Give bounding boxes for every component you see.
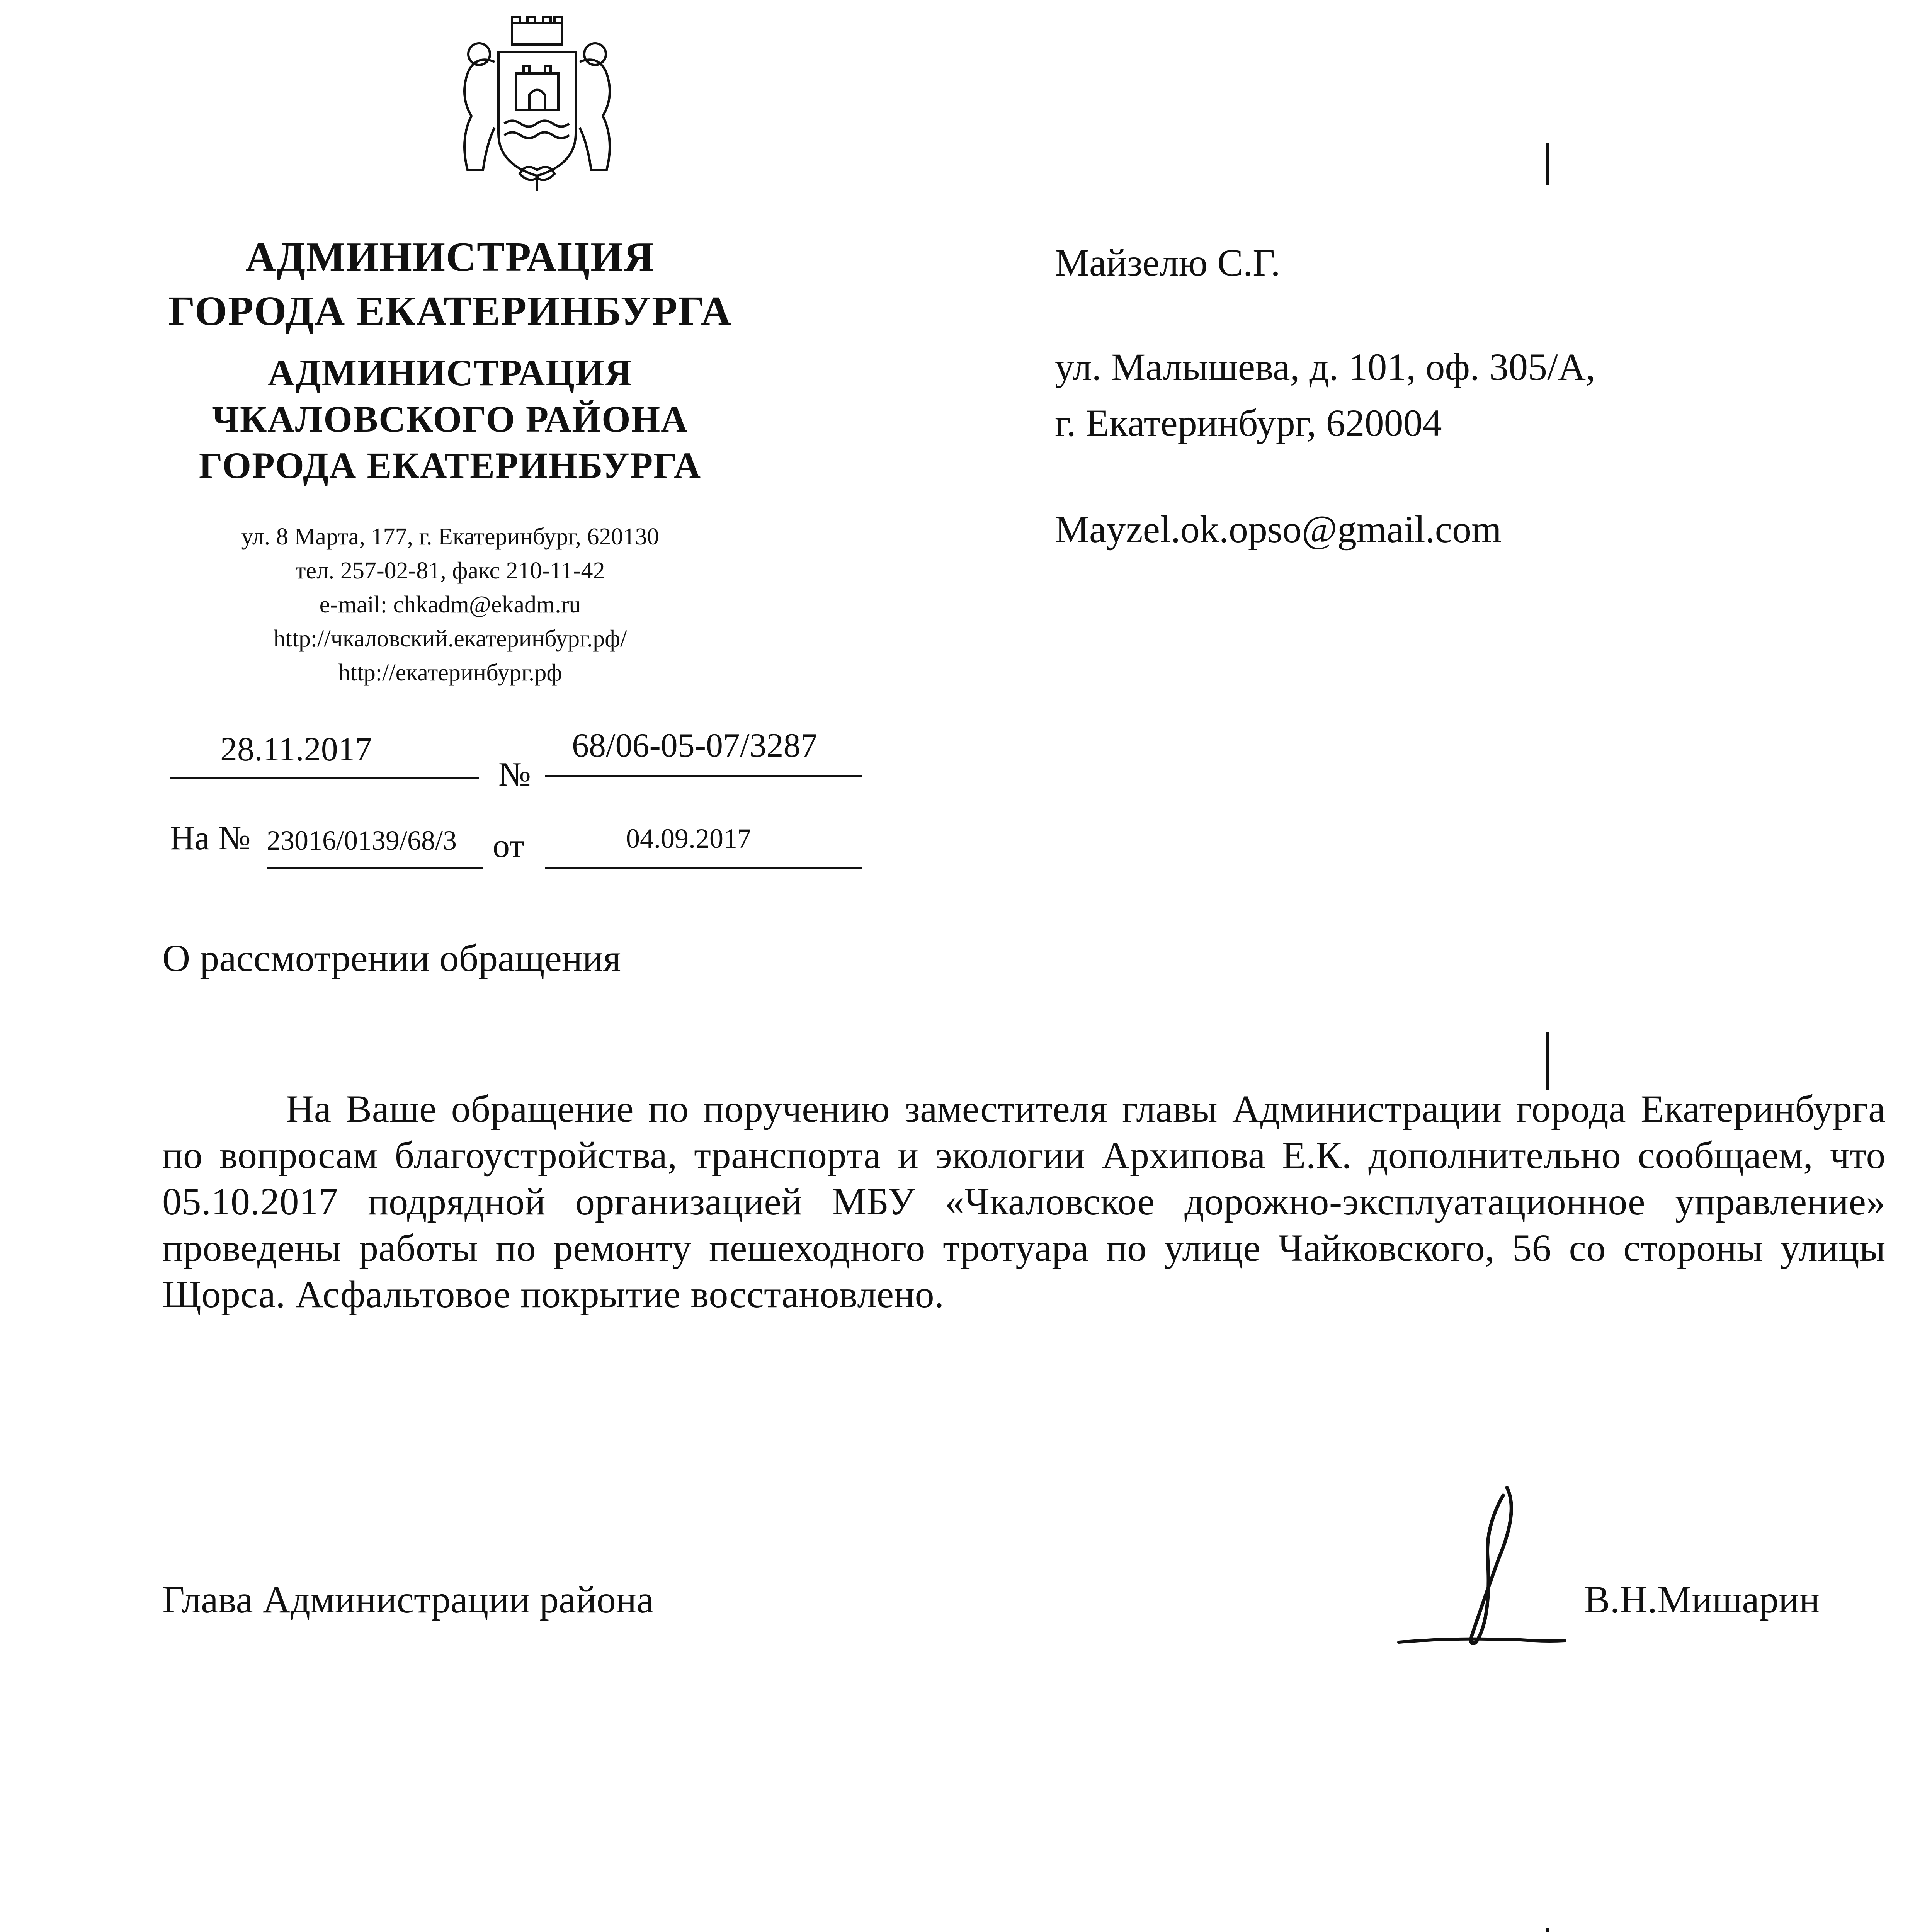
scan-mark [1546, 143, 1549, 185]
reference-number: 23016/0139/68/3 [267, 825, 457, 856]
number-underline [545, 775, 862, 777]
org-website-city: http://екатеринбург.рф [338, 660, 562, 686]
scan-mark [1546, 1928, 1549, 1932]
recipient-name: Майзелю С.Г. [1055, 241, 1281, 284]
signatory-title: Глава Администрации района [162, 1578, 654, 1621]
org-website-district: http://чкаловский.екатеринбург.рф/ [273, 626, 627, 652]
reference-number-underline [267, 867, 483, 869]
recipient-street: ул. Малышева, д. 101, оф. 305/А, [1055, 345, 1596, 388]
reference-date-underline [545, 867, 862, 869]
recipient-city: г. Екатеринбург, 620004 [1055, 401, 1442, 444]
letter-body: На Ваше обращение по поручению заместителя главы Администрации города Екатеринбурга по вопросам благоустройства, транспорта и экологии Архипова Е.К. дополнительно сообщаем, что 05.10.2017 подрядной организацией МБУ «Чкаловское дорожно-эксплуатационное управление» проведены работы по ремонту пешеходного тротуара по улице Чайковского, 56 со стороны улицы Щорса. Асфальтовое покрытие восстановлено. [162, 1087, 1886, 1316]
handwritten-signature [1391, 1480, 1569, 1662]
recipient-email: Mayzel.ok.opso@gmail.com [1055, 508, 1502, 551]
letter-date: 28.11.2017 [220, 731, 372, 768]
org-name-line1: АДМИНИСТРАЦИЯ [245, 234, 655, 280]
org-address: ул. 8 Марта, 177, г. Екатеринбург, 620130 [241, 524, 659, 550]
reference-date: 04.09.2017 [626, 823, 751, 854]
org-name-line2: ГОРОДА ЕКАТЕРИНБУРГА [168, 288, 732, 334]
scan-mark [1546, 1032, 1549, 1090]
signatory-name: В.Н.Мишарин [1584, 1578, 1820, 1621]
dept-name-line1: АДМИНИСТРАЦИЯ [268, 352, 633, 393]
from-label: от [493, 827, 524, 865]
dept-name-line2: ЧКАЛОВСКОГО РАЙОНА [212, 398, 689, 440]
letter-subject: О рассмотрении обращения [162, 937, 621, 980]
org-email: e-mail: chkadm@ekadm.ru [319, 592, 581, 618]
number-label: № [498, 756, 531, 793]
letter-number: 68/06-05-07/3287 [572, 727, 818, 764]
org-phone: тел. 257-02-81, факс 210-11-42 [295, 558, 605, 584]
date-underline [170, 777, 479, 779]
reference-label: На № [170, 820, 251, 857]
dept-name-line3: ГОРОДА ЕКАТЕРИНБУРГА [199, 445, 702, 486]
coat-of-arms-emblem [437, 15, 638, 197]
